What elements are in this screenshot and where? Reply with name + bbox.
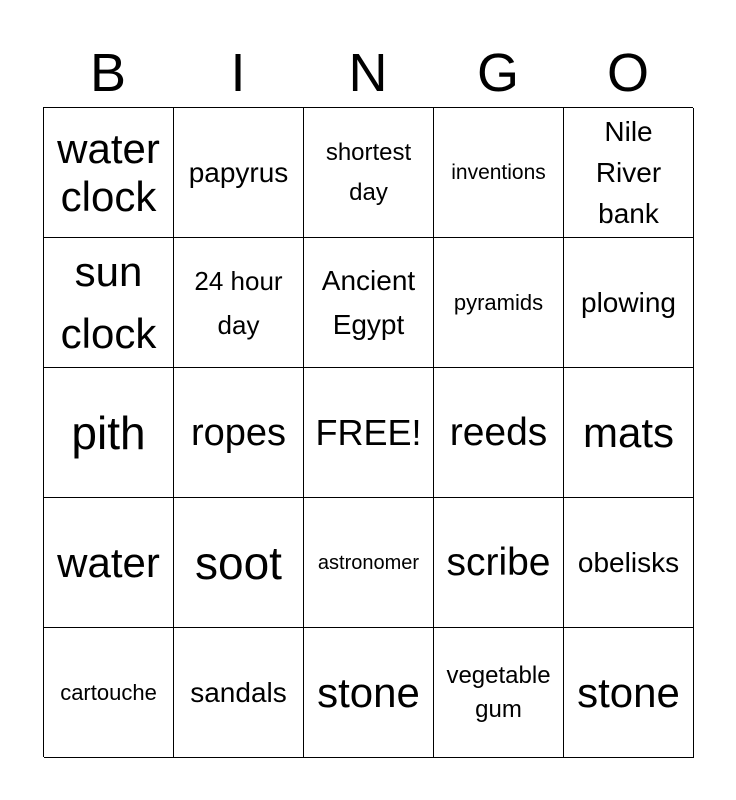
bingo-cell-r5-c3[interactable] [304, 628, 434, 758]
bingo-cell-r5-c1[interactable] [44, 628, 174, 758]
header-letter-o: O [606, 43, 649, 103]
bingo-board [43, 107, 693, 757]
header-letter-b: B [89, 43, 127, 103]
bingo-cell-r3-c5[interactable] [564, 368, 694, 498]
bingo-cell-r2-c1[interactable] [44, 238, 174, 368]
bingo-cell-r2-c3[interactable] [304, 238, 434, 368]
cell-text: mats [582, 408, 674, 456]
header-letter-g: G [476, 43, 519, 103]
header-letter-n: N [348, 43, 388, 103]
cell-text: Ancient Egypt [321, 264, 416, 340]
bingo-cell-r3-c1[interactable] [44, 368, 174, 498]
bingo-cell-r2-c5[interactable] [564, 238, 694, 368]
bingo-cell-r3-c2[interactable] [174, 368, 304, 498]
bingo-cell-r1-c3[interactable] [304, 108, 434, 238]
bingo-cell-r4-c5[interactable] [564, 498, 694, 628]
cell-text: scribe [446, 540, 551, 584]
cell-text: inventions [451, 160, 546, 184]
bingo-header [43, 40, 693, 106]
bingo-cell-r3-c3[interactable] [304, 368, 434, 498]
bingo-cell-r1-c1[interactable] [44, 108, 174, 238]
cell-text: reeds [449, 410, 548, 454]
bingo-cell-r4-c4[interactable] [434, 498, 564, 628]
bingo-cell-r1-c2[interactable] [174, 108, 304, 238]
cell-text: vegetable gum [446, 661, 551, 723]
cell-text: water clock [57, 124, 160, 220]
bingo-cell-r2-c4[interactable] [434, 238, 564, 368]
bingo-cell-r4-c3[interactable] [304, 498, 434, 628]
cell-text: ropes [190, 411, 287, 454]
cell-text: stone [577, 668, 680, 716]
cell-text: pith [71, 406, 146, 459]
bingo-cell-r5-c2[interactable] [174, 628, 304, 758]
cell-text: papyrus [188, 156, 289, 188]
cell-text: obelisks [577, 546, 680, 578]
cell-text: FREE! [315, 411, 422, 453]
bingo-cell-r5-c5[interactable] [564, 628, 694, 758]
cell-text: soot [195, 536, 282, 589]
cell-text: water [57, 538, 160, 586]
cell-text: plowing [581, 286, 676, 318]
cell-text: sun clock [60, 247, 157, 357]
cell-text: pyramids [453, 289, 544, 315]
cell-text: stone [317, 668, 420, 716]
header-letter-i: I [230, 43, 246, 103]
cell-text: Nile River bank [595, 116, 662, 229]
cell-text: 24 hour day [194, 265, 283, 340]
bingo-cell-r3-c4[interactable] [434, 368, 564, 498]
bingo-cell-r5-c4[interactable] [434, 628, 564, 758]
bingo-cell-r1-c5[interactable] [564, 108, 694, 238]
cell-text: astronomer [317, 551, 420, 574]
cell-text: shortest day [325, 138, 412, 206]
bingo-cell-r2-c2[interactable] [174, 238, 304, 368]
bingo-cell-r4-c1[interactable] [44, 498, 174, 628]
bingo-cell-r4-c2[interactable] [174, 498, 304, 628]
bingo-cell-r1-c4[interactable] [434, 108, 564, 238]
cell-text: cartouche [60, 679, 157, 705]
cell-text: sandals [190, 676, 287, 708]
